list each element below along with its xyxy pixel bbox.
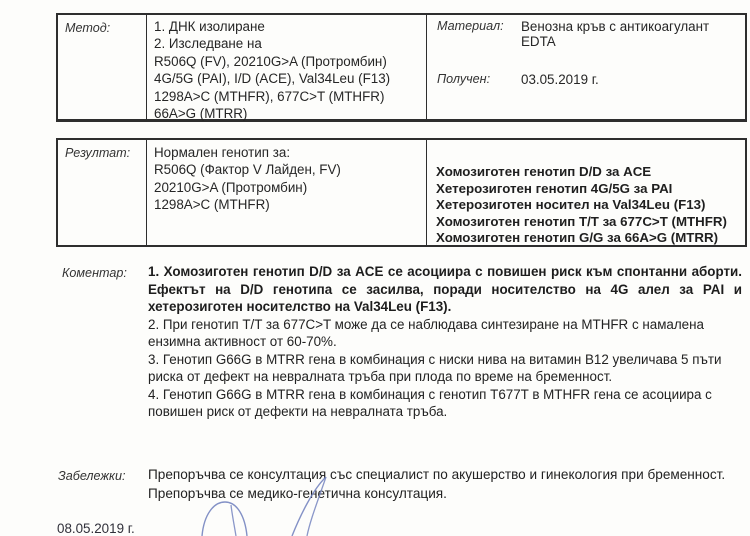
result-normal-line: 20210G>A (Протромбин)	[154, 179, 308, 195]
method-line: 1298A>C (MTHFR), 677C>T (MTHFR)	[154, 88, 385, 104]
result-normal-line: R506Q (Фактор V Лайден, FV)	[154, 162, 341, 178]
result-findings-cell	[427, 140, 745, 245]
comment-paragraph: 4. Генотип G66G в MTRR гена в комбинация с генотип T677T в MTHFR гена се асоциира с повишен риск от дефекти на невралната тръба.	[148, 386, 712, 419]
received-value: 03.05.2019 г.	[521, 72, 599, 87]
result-findings-list	[436, 164, 743, 247]
comment-block	[148, 263, 742, 421]
result-label-cell	[58, 140, 147, 245]
comment-paragraph: 1. Хомозиготен генотип D/D за ACE се асоциира с повишен риск към спонтанни аборти. Ефектът на D/D генотипа се засилва, поради носителство на 4G алел за PAI и хетерозиготен носителство на Val34Leu (F13).	[148, 264, 742, 314]
method-table	[56, 13, 747, 122]
result-table	[56, 138, 747, 247]
material-row	[437, 19, 745, 49]
result-finding-line: Хомозиготен генотип G/G за 66A>G (MTRR)	[436, 230, 719, 246]
comment-paragraph: 2. При генотип T/T за 677C>T може да се наблюдава синтезиране на MTHFR с намалена ензимна активност от 60-70%.	[148, 316, 704, 349]
notes-label: Забележки:	[58, 469, 126, 483]
notes-line: Препоръчва се консултация със специалист по акушерство и гинекология при бременност.	[148, 467, 726, 482]
method-line: 66A>G (MTRR)	[154, 106, 248, 122]
method-line: 2. Изследване на	[154, 36, 262, 52]
comment-paragraph: 3. Генотип G66G в MTRR гена в комбинация с ниски нива на витамин B12 увеличава 5 пъти риска от дефект на невралната тръба при плода по време на бременност.	[148, 351, 722, 384]
material-value: Венозна кръв с антикоагулант EDTA	[521, 19, 710, 49]
notes-line: Препоръчва се медико-генетична консултация.	[148, 485, 447, 501]
method-line: 1. ДНК изолиране	[154, 19, 265, 34]
result-normal-line: 1298A>C (MTHFR)	[154, 197, 270, 213]
method-list-cell	[147, 15, 427, 122]
method-label-cell	[58, 15, 147, 119]
handwritten-signature-icon	[188, 474, 348, 536]
comment-label: Коментар:	[62, 266, 127, 280]
result-normal-line: Нормален генотип за:	[154, 145, 291, 160]
method-label: Метод:	[65, 21, 111, 35]
result-finding-line: Хетерозиготен генотип 4G/5G за PAI	[436, 180, 673, 196]
received-row	[437, 72, 599, 87]
method-line: 4G/5G (PAI), I/D (ACE), Val34Leu (F13)	[154, 71, 391, 87]
specimen-cell	[427, 15, 745, 119]
result-normal-cell	[147, 140, 427, 245]
material-label: Материал:	[437, 19, 504, 33]
received-label: Получен:	[437, 72, 491, 86]
result-finding-line: Хомозиготен генотип T/T за 677C>T (MTHFR)	[436, 213, 727, 229]
method-line: R506Q (FV), 20210G>A (Протромбин)	[154, 53, 387, 69]
result-finding-line: Хетерозиготен носител на Val34Leu (F13)	[436, 197, 706, 213]
result-label: Резултат:	[65, 146, 131, 160]
footer-date: 08.05.2019 г.	[57, 521, 135, 536]
result-finding-line: Хомозиготен генотип D/D за ACE	[436, 164, 652, 179]
